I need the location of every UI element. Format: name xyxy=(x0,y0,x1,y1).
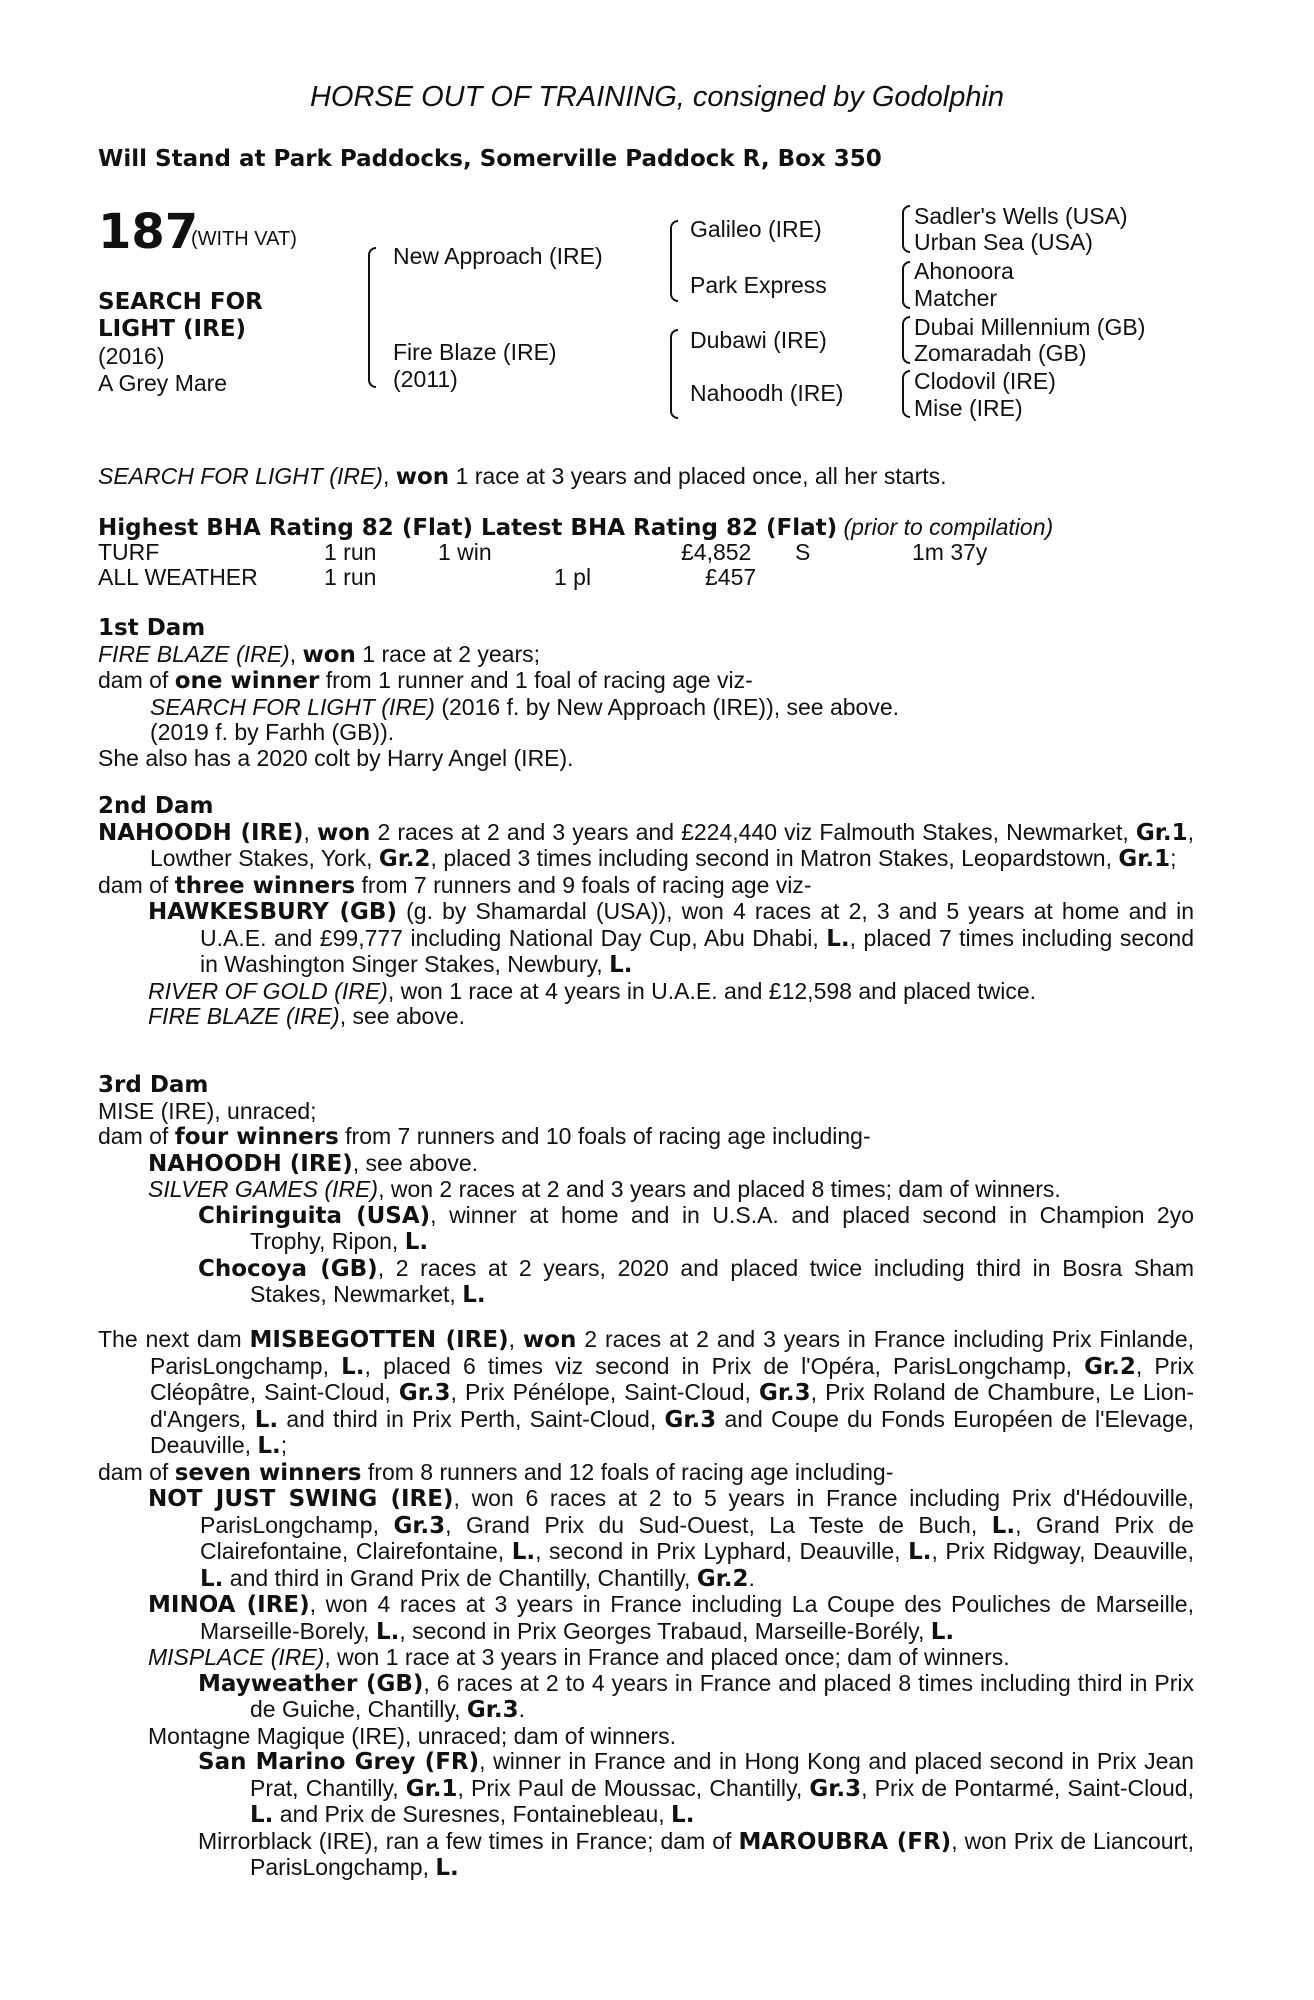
nd-p4-l1: L. xyxy=(375,1618,400,1645)
pedigree-dam-dam: Nahoodh (IRE) xyxy=(690,380,844,406)
pedigree-sdd: Matcher xyxy=(914,285,998,311)
pedigree-dss: Dubai Millennium (GB) xyxy=(914,314,1146,340)
pedigree-brace-sd xyxy=(902,261,910,309)
fd-l3-name: SEARCH FOR LIGHT (IRE) xyxy=(150,693,435,720)
nd-p8-b: , Prix Paul de Moussac, Chantilly, xyxy=(457,1774,810,1801)
nd-p4-name: MINOA (IRE) xyxy=(148,1592,310,1618)
first-dam-name: FIRE BLAZE (IRE) xyxy=(98,640,290,667)
second-dam-section xyxy=(98,794,1194,1030)
summary-text: 1 race at 3 years and placed once, all her starts. xyxy=(449,463,947,489)
nd-p9-l: L. xyxy=(435,1855,459,1881)
sd-p5-name: FIRE BLAZE (IRE) xyxy=(148,1003,340,1029)
fd-l3-rest: (2016 f. by New Approach (IRE)), see above. xyxy=(434,693,900,720)
pedigree-brace-ds xyxy=(902,316,910,364)
td-p3-name: NAHOODH (IRE) xyxy=(148,1150,353,1177)
vat-note: (WITH VAT) xyxy=(191,228,297,250)
nd-p3-d: , second in Prix Lyphard, Deauville, xyxy=(535,1538,909,1564)
second-dam-p1: NAHOODH (IRE), won 2 races at 2 and 3 years and £224,440 viz Falmouth Stakes, Newmarket, Gr.1, Lowther Stakes, York, Gr.2, placed 3 times including second in Matron Stakes, Leopardstown, Gr.1; xyxy=(98,818,1194,872)
first-dam-line3 xyxy=(98,695,1194,721)
pedigree-dam-sire: Dubawi (IRE) xyxy=(690,327,827,353)
nd-p9-name: MAROUBRA (FR) xyxy=(738,1828,952,1855)
stand-location: Will Stand at Park Paddocks, Somerville Paddock R, Box 350 xyxy=(98,146,882,172)
aw-prize: £457 xyxy=(705,564,757,590)
pedigree-sire-dam: Park Express xyxy=(690,272,827,298)
third-dam-p1: MISE (IRE), unraced; xyxy=(98,1097,317,1124)
next-dam-p8 xyxy=(98,1749,1194,1829)
td-p3-rest: , see above. xyxy=(352,1149,479,1176)
nd-p1-l1: L. xyxy=(341,1353,365,1380)
nd-p3-name: NOT JUST SWING (IRE) xyxy=(148,1486,454,1512)
next-dam-p7: Montagne Magique (IRE), unraced; dam of winners. xyxy=(148,1722,676,1749)
turf-prize: £4,852 xyxy=(681,539,752,565)
sd-p1-name: NAHOODH (IRE) xyxy=(98,819,304,846)
second-dam-p4 xyxy=(98,979,1194,1005)
td-p6-name: Chocoya (GB) xyxy=(198,1255,378,1282)
next-dam-p4 xyxy=(98,1592,1194,1645)
sd-p1-won: won xyxy=(316,819,371,846)
sd-p1-g1: Gr.1 xyxy=(1135,819,1188,846)
nd-p4-b: , second in Prix Georges Trabaud, Marseille-Borély, xyxy=(399,1617,931,1644)
next-dam-p2 xyxy=(98,1460,1194,1487)
nd-p3-f: and third in Grand Prix de Chantilly, Chantilly, xyxy=(223,1564,697,1591)
nd-p2-c: from 8 runners and 12 foals of racing age including- xyxy=(361,1458,894,1485)
nd-p6-g: Gr.3 xyxy=(466,1697,519,1723)
nd-p3-l3: L. xyxy=(908,1539,932,1565)
sd-p3-l1: L. xyxy=(826,925,850,952)
third-dam-p6 xyxy=(98,1256,1194,1309)
sd-p4-rest: , won 1 race at 4 years in U.A.E. and £12,598 and placed twice. xyxy=(387,977,1037,1004)
next-dam-p5 xyxy=(98,1645,1194,1671)
nd-p1-b: 2 races at 2 and 3 years in France including Prix Finlande, ParisLongchamp, xyxy=(150,1326,1195,1379)
next-dam-p6 xyxy=(98,1671,1194,1724)
nd-p8-l1: L. xyxy=(250,1802,274,1828)
nd-p1-h: and Coupe du Fonds Européen de l'Elevage, Deauville, xyxy=(150,1405,1194,1458)
sd-p2-a: dam of xyxy=(98,871,175,898)
nd-p1-name: MISBEGOTTEN (IRE) xyxy=(249,1327,509,1353)
sd-p4-name: RIVER OF GOLD (IRE) xyxy=(148,977,388,1004)
pedigree-brace-dd xyxy=(902,370,910,418)
aw-runs: 1 run xyxy=(324,564,377,590)
second-dam-p5 xyxy=(98,1004,1194,1030)
nd-p3-g: . xyxy=(748,1564,755,1591)
nd-p3-l1: L. xyxy=(991,1512,1016,1539)
first-dam-line4: (2019 f. by Farhh (GB)). xyxy=(150,719,395,745)
third-dam-p2 xyxy=(98,1124,1194,1151)
nd-p3-g2: Gr.2 xyxy=(696,1565,749,1592)
next-dam-section xyxy=(98,1327,1194,1882)
pedigree-brace-dam xyxy=(670,329,678,419)
nd-p3-e: , Prix Ridgway, Deauville, xyxy=(931,1538,1194,1564)
pedigree-sss: Sadler's Wells (USA) xyxy=(914,203,1128,229)
pedigree-dam: Fire Blaze (IRE) xyxy=(393,339,557,365)
td-p2-a: dam of xyxy=(98,1123,175,1149)
td-p5-a: , winner at home and in U.S.A. and placed second in Champion 2yo Trophy, Ripon, xyxy=(250,1201,1195,1254)
first-dam-section xyxy=(98,616,1194,771)
nd-p8-d: and Prix de Suresnes, Fontainebleau, xyxy=(273,1801,672,1827)
nd-p8-name: San Marino Grey (FR) xyxy=(198,1749,480,1775)
foaling-year: (2016) xyxy=(98,343,165,369)
summary-won: won xyxy=(395,464,450,490)
td-p2-b: four winners xyxy=(174,1124,339,1150)
sd-p3-b: , placed 7 times including second in Washington Singer Stakes, Newbury, xyxy=(200,924,1194,977)
nd-p1-i: ; xyxy=(280,1432,288,1458)
turf-label: TURF xyxy=(98,539,160,565)
nd-p8-g1: Gr.1 xyxy=(405,1775,458,1802)
sd-p1-g2: Gr.2 xyxy=(378,846,431,872)
nd-p1-e: , Prix Pénélope, Saint-Cloud, xyxy=(450,1379,759,1405)
nd-p1-d: , Prix Cléopâtre, Saint-Cloud, xyxy=(150,1352,1194,1405)
pedigree-ssd: Urban Sea (USA) xyxy=(914,229,1093,255)
fd-l2b: one winner xyxy=(174,668,320,694)
sd-p1-g3: Gr.1 xyxy=(1118,846,1171,872)
rating-heading-text: Highest BHA Rating 82 (Flat) Latest BHA Rating 82 (Flat) xyxy=(98,515,838,541)
sd-p2-c: from 7 runners and 9 foals of racing age viz- xyxy=(355,871,812,898)
td-p4-name: SILVER GAMES (IRE) xyxy=(148,1176,379,1202)
horse-name-line1: SEARCH FOR xyxy=(98,289,263,315)
nd-p3-a: , won 6 races at 2 to 5 years in France including Prix d'Hédouville, ParisLongchamp, xyxy=(200,1485,1194,1538)
nd-p9-b: , won Prix de Liancourt, ParisLongchamp, xyxy=(250,1827,1195,1880)
nd-p8-g2: Gr.3 xyxy=(809,1775,862,1802)
second-dam-p3 xyxy=(98,899,1194,979)
nd-p8-a: , winner in France and in Hong Kong and placed second in Prix Jean Prat, Chantilly, xyxy=(250,1748,1194,1801)
horse-description: A Grey Mare xyxy=(98,370,228,396)
td-p5-name: Chiringuita (USA) xyxy=(198,1202,431,1229)
sd-p1-a: 2 races at 2 and 3 years and £224,440 viz Falmouth Stakes, Newmarket, xyxy=(370,818,1136,845)
aw-placed: 1 pl xyxy=(554,564,592,590)
nd-p1-g4: Gr.3 xyxy=(664,1406,717,1433)
nd-p4-l2: L. xyxy=(930,1618,955,1645)
next-dam-p9 xyxy=(98,1829,1194,1882)
rating-note: (prior to compilation) xyxy=(843,514,1054,540)
turf-surface: S xyxy=(795,539,811,565)
turf-runs: 1 run xyxy=(324,539,377,565)
nd-p1-g2: Gr.3 xyxy=(398,1380,451,1406)
pedigree-ddd: Mise (IRE) xyxy=(914,395,1023,421)
first-dam-line2 xyxy=(98,668,1194,695)
nd-p2-b: seven winners xyxy=(174,1459,362,1486)
sd-p3-l2: L. xyxy=(609,952,633,978)
pedigree-brace-generation1 xyxy=(368,247,376,388)
sd-p2-b: three winners xyxy=(174,872,356,899)
nd-p3-b: , Grand Prix du Sud-Ouest, La Teste de Buch, xyxy=(445,1511,992,1538)
first-dam-record: 1 race at 2 years; xyxy=(355,640,541,667)
nd-p2-a: dam of xyxy=(98,1458,175,1485)
third-dam-section xyxy=(98,1073,1194,1309)
pedigree-brace-sire xyxy=(670,220,678,302)
td-p6-a: , 2 races at 2 years, 2020 and placed twice including third in Bosra Sham Stakes, Newmarket, xyxy=(250,1254,1194,1307)
race-summary: SEARCH FOR LIGHT (IRE), won 1 race at 3 years and placed once, all her starts. xyxy=(98,463,947,490)
pedigree-dds: Clodovil (IRE) xyxy=(914,368,1056,394)
sd-p5-rest: , see above. xyxy=(339,1003,466,1029)
nd-p1-g1: Gr.2 xyxy=(1084,1353,1136,1380)
rating-heading xyxy=(98,514,1053,541)
nd-p3-l2: L. xyxy=(511,1539,536,1565)
first-dam-line1: FIRE BLAZE (IRE), won 1 race at 2 years; xyxy=(98,640,541,668)
next-dam-p3 xyxy=(98,1486,1194,1592)
nd-p1-c: , placed 6 times viz second in Prix de l'Opéra, ParisLongchamp, xyxy=(364,1352,1085,1379)
td-p4-rest: , won 2 races at 2 and 3 years and placed 8 times; dam of winners. xyxy=(378,1176,1061,1202)
horse-name-line2: LIGHT (IRE) xyxy=(98,316,247,342)
next-dam-p1: The next dam MISBEGOTTEN (IRE), won 2 races at 2 and 3 years in France including Prix Finlande, ParisLongchamp, L., placed 6 times viz second in Prix de l'Opéra, ParisLongchamp, Gr.2, Prix Cléopâtre, Saint-Cloud, Gr.3, Prix Pénélope, Saint-Cloud, Gr.3, Prix Roland de Chambure, Le Lion-d'Angers, L. and third in Prix Perth, Saint-Cloud, Gr.3 and Coupe du Fonds Européen de l'Elevage, Deauville, L.; xyxy=(98,1326,1195,1459)
nd-p5-name: MISPLACE (IRE) xyxy=(148,1644,325,1670)
third-dam-p5 xyxy=(98,1203,1194,1256)
nd-p8-c: , Prix de Pontarmé, Saint-Cloud, xyxy=(861,1774,1194,1801)
nd-p1-f: , Prix Roland de Chambure, Le Lion-d'Angers, xyxy=(150,1379,1195,1432)
sd-p1-d: ; xyxy=(1170,845,1177,871)
second-dam-p2 xyxy=(98,873,1194,900)
nd-p6-a: , 6 races at 2 to 4 years in France and placed 8 times including third in Prix de Guiche, Chantilly, xyxy=(250,1669,1194,1722)
nd-p5-rest: , won 1 race at 3 years in France and placed once; dam of winners. xyxy=(324,1644,1010,1670)
catalogue-title: HORSE OUT OF TRAINING, consigned by Godolphin xyxy=(309,81,1005,113)
third-dam-p3 xyxy=(98,1151,1194,1178)
nd-p1-l2: L. xyxy=(254,1406,279,1433)
nd-p3-g1: Gr.3 xyxy=(393,1512,446,1539)
td-p2-c: from 7 runners and 10 foals of racing age including- xyxy=(338,1123,871,1149)
second-dam-heading: 2nd Dam xyxy=(98,793,214,819)
nd-p8-l2: L. xyxy=(671,1802,695,1828)
nd-p6-b: . xyxy=(518,1696,525,1722)
nd-p9-a: Mirrorblack (IRE), ran a few times in France; dam of xyxy=(198,1827,739,1854)
nd-p1-won: won xyxy=(522,1327,577,1353)
turf-distance: 1m 37y xyxy=(912,539,988,565)
td-p6-l: L. xyxy=(462,1282,486,1308)
sd-p3-a: (g. by Shamardal (USA)), won 4 races at 2, 3 and 5 years at home and in U.A.E. and £99,777 including National Day Cup, Abu Dhabi, xyxy=(200,898,1194,951)
td-p5-l: L. xyxy=(404,1229,429,1255)
first-dam-won: won xyxy=(302,641,356,668)
summary-horse-name: SEARCH FOR LIGHT (IRE) xyxy=(98,463,383,489)
pedigree-sire-sire: Galileo (IRE) xyxy=(690,216,822,242)
pedigree-dam-year: (2011) xyxy=(393,366,458,392)
nd-p1-g: and third in Prix Perth, Saint-Cloud, xyxy=(278,1405,665,1432)
pedigree-sds: Ahonoora xyxy=(914,258,1014,284)
nd-p1-a: The next dam xyxy=(98,1326,250,1352)
pedigree-dsd: Zomaradah (GB) xyxy=(914,340,1087,366)
aw-label: ALL WEATHER xyxy=(98,564,258,590)
fd-l2a: dam of xyxy=(98,667,175,693)
nd-p1-l3: L. xyxy=(257,1433,281,1459)
nd-p6-name: Mayweather (GB) xyxy=(198,1670,424,1697)
pedigree-sire: New Approach (IRE) xyxy=(393,243,603,269)
lot-number: 187 xyxy=(98,204,199,260)
turf-wins: 1 win xyxy=(438,539,492,565)
nd-p1-g3: Gr.3 xyxy=(758,1380,811,1406)
third-dam-p4 xyxy=(98,1177,1194,1203)
sd-p3-name: HAWKESBURY (GB) xyxy=(148,899,397,925)
first-dam-heading: 1st Dam xyxy=(98,615,206,641)
first-dam-line5: She also has a 2020 colt by Harry Angel (IRE). xyxy=(98,744,574,771)
sd-p1-c: , placed 3 times including second in Matron Stakes, Leopardstown, xyxy=(430,845,1119,871)
nd-p4-a: , won 4 races at 3 years in France including La Coupe des Pouliches de Marseille, Marseille-Borely, xyxy=(200,1591,1194,1644)
fd-l2c: from 1 runner and 1 foal of racing age viz- xyxy=(319,667,753,693)
pedigree-brace-ss xyxy=(902,205,910,253)
sd-p1-b: , Lowther Stakes, York, xyxy=(150,818,1194,871)
nd-p3-c: , Grand Prix de Clairefontaine, Clairefontaine, xyxy=(200,1511,1194,1564)
nd-p3-l4: L. xyxy=(200,1565,224,1592)
third-dam-heading: 3rd Dam xyxy=(98,1072,209,1098)
